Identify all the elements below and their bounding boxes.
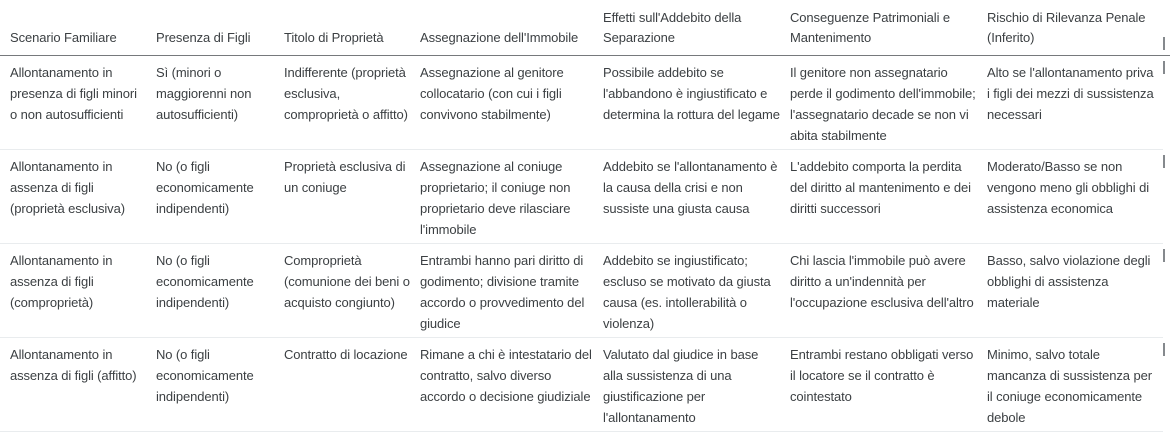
truncated-column-cell	[1163, 338, 1170, 432]
truncated-column-header	[1163, 0, 1170, 56]
table-cell: Alto se l'allontanamento priva i figli dei mezzi di sussistenza necessari	[987, 56, 1163, 150]
table-cell: Possibile addebito se l'abbandono è ingiustificato e determina la rottura del legame	[603, 56, 790, 150]
table-cell: No (o figli economicamente indipendenti)	[156, 150, 284, 244]
table-cell: Assegnazione al coniuge proprietario; il coniuge non proprietario deve rilasciare l'immobile	[420, 150, 603, 244]
table-cell: Il genitore non assegnatario perde il godimento dell'immobile; l'assegnatario decade se non vi abita stabilmente	[790, 56, 987, 150]
column-header: Scenario Familiare	[0, 0, 156, 56]
table-cell: Assegnazione al genitore collocatario (con cui i figli convivono stabilmente)	[420, 56, 603, 150]
truncated-column-cell	[1163, 150, 1170, 244]
table-cell: Proprietà esclusiva di un coniuge	[284, 150, 420, 244]
table-cell: Moderato/Basso se non vengono meno gli obblighi di assistenza economica	[987, 150, 1163, 244]
column-header: Titolo di Proprietà	[284, 0, 420, 56]
column-header: Presenza di Figli	[156, 0, 284, 56]
table-cell: Rimane a chi è intestatario del contratto, salvo diverso accordo o decisione giudiziale	[420, 338, 603, 432]
truncated-column-cell	[1163, 244, 1170, 338]
truncated-column-sliver	[1163, 37, 1165, 50]
table-cell: Valutato dal giudice in base alla sussistenza di una giustificazione per l'allontanamento	[603, 338, 790, 432]
truncated-column-sliver	[1163, 61, 1165, 74]
table-cell: Sì (minori o maggiorenni non autosufficienti)	[156, 56, 284, 150]
table-header-row	[0, 0, 1170, 56]
table-body	[0, 56, 1170, 432]
truncated-column-sliver	[1163, 249, 1165, 262]
table-cell: Allontanamento in assenza di figli (proprietà esclusiva)	[0, 150, 156, 244]
column-header: Assegnazione dell'Immobile	[420, 0, 603, 56]
table-cell: Allontanamento in assenza di figli (affitto)	[0, 338, 156, 432]
table-cell: Addebito se ingiustificato; escluso se motivato da giusta causa (es. intollerabilità o violenza)	[603, 244, 790, 338]
table-cell: L'addebito comporta la perdita del diritto al mantenimento e dei diritti successori	[790, 150, 987, 244]
table-cell: Allontanamento in presenza di figli minori o non autosufficienti	[0, 56, 156, 150]
table-cell: Comproprietà (comunione dei beni o acquisto congiunto)	[284, 244, 420, 338]
table-cell: Allontanamento in assenza di figli (comproprietà)	[0, 244, 156, 338]
table-cell: Chi lascia l'immobile può avere diritto a un'indennità per l'occupazione esclusiva dell'altro	[790, 244, 987, 338]
table-cell: No (o figli economicamente indipendenti)	[156, 338, 284, 432]
table-row	[0, 56, 1170, 150]
table-row	[0, 244, 1170, 338]
table-row	[0, 150, 1170, 244]
table-cell: Addebito se l'allontanamento è la causa della crisi e non sussiste una giusta causa	[603, 150, 790, 244]
table-cell: Entrambi restano obbligati verso il locatore se il contratto è cointestato	[790, 338, 987, 432]
table-row	[0, 338, 1170, 432]
column-header: Effetti sull'Addebito della Separazione	[603, 0, 790, 56]
column-header: Rischio di Rilevanza Penale (Inferito)	[987, 0, 1163, 56]
table-cell: Minimo, salvo totale mancanza di sussistenza per il coniuge economicamente debole	[987, 338, 1163, 432]
truncated-column-sliver	[1163, 155, 1165, 168]
truncated-column-cell	[1163, 56, 1170, 150]
table-cell: Entrambi hanno pari diritto di godimento; divisione tramite accordo o provvedimento del giudice	[420, 244, 603, 338]
table-cell: No (o figli economicamente indipendenti)	[156, 244, 284, 338]
table-cell: Basso, salvo violazione degli obblighi di assistenza materiale	[987, 244, 1163, 338]
truncated-column-sliver	[1163, 343, 1165, 356]
table-cell: Indifferente (proprietà esclusiva, comproprietà o affitto)	[284, 56, 420, 150]
table-cell: Contratto di locazione	[284, 338, 420, 432]
column-header: Conseguenze Patrimoniali e Mantenimento	[790, 0, 987, 56]
